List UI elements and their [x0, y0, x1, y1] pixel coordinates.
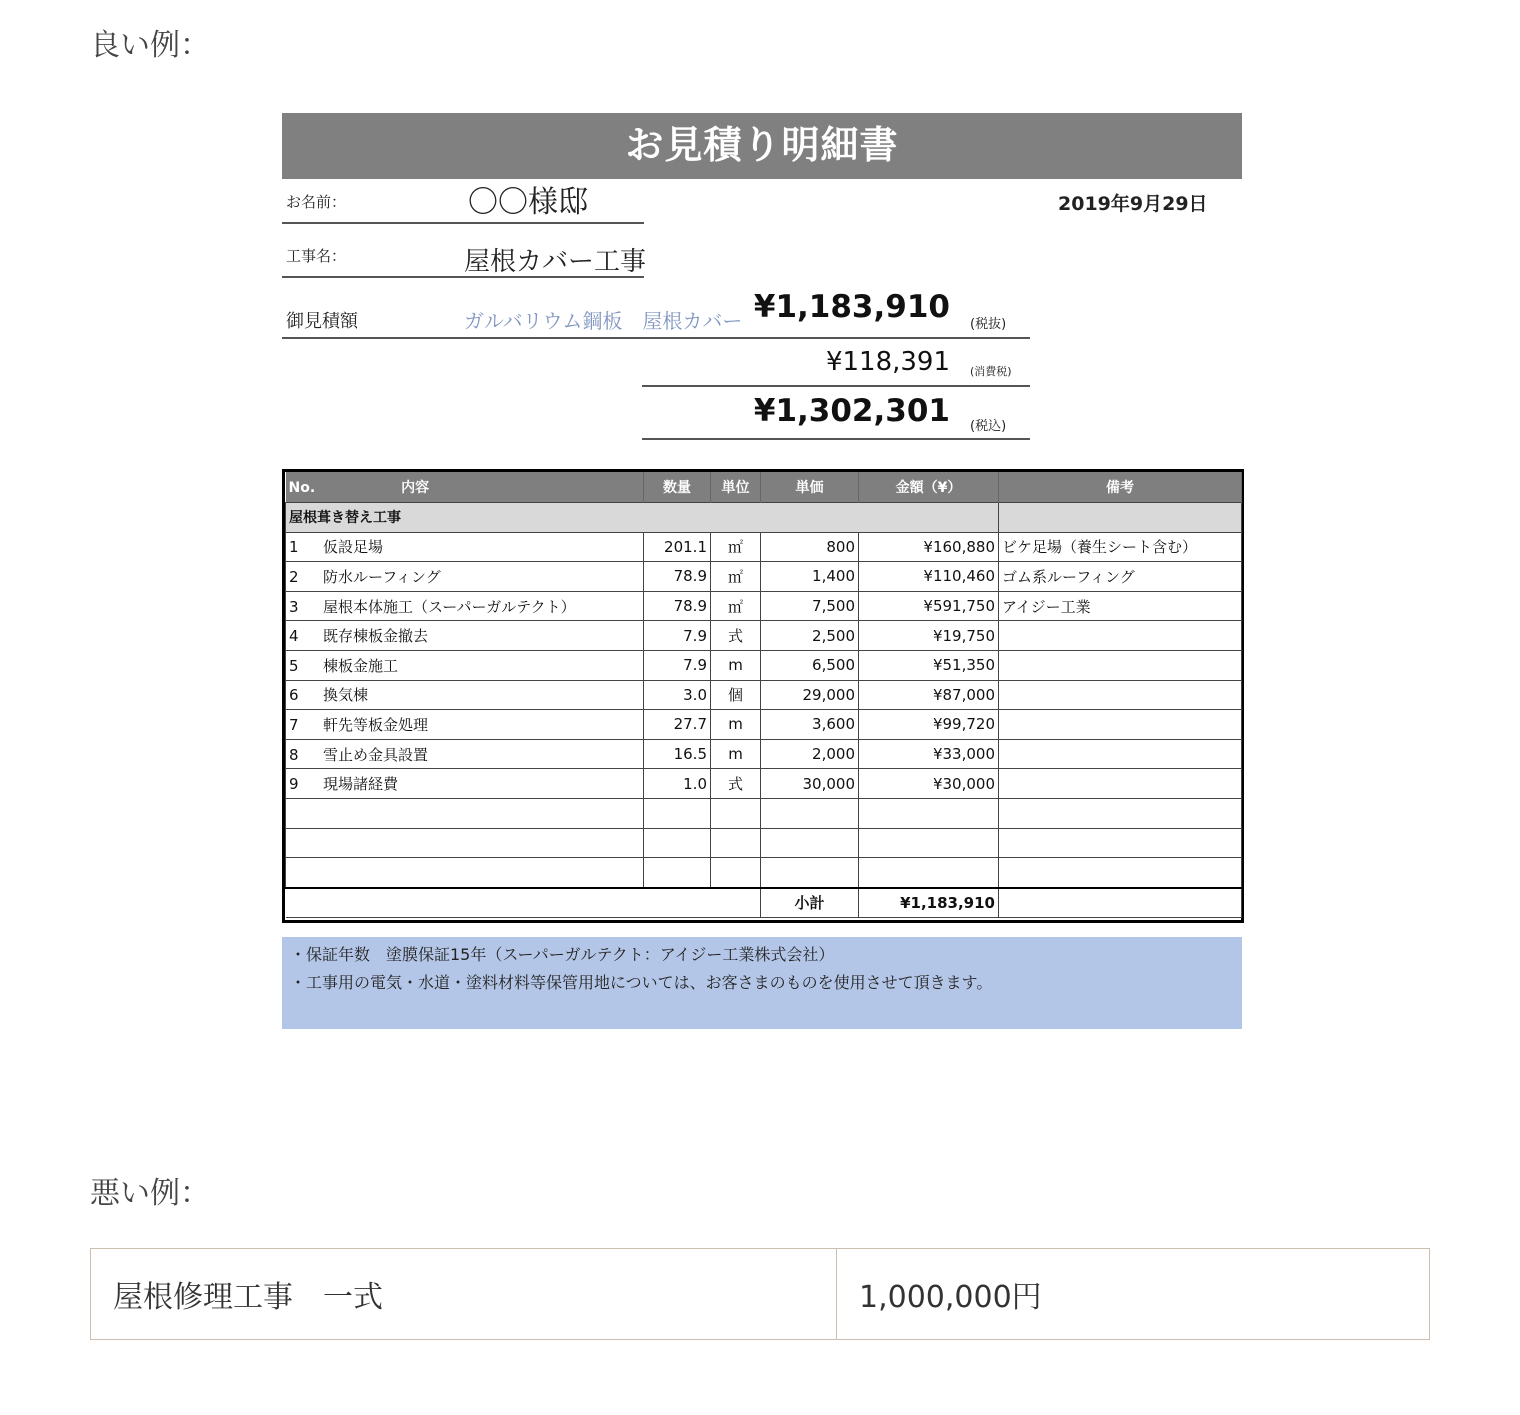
amount-incl-tax: ¥1,302,301 — [753, 393, 950, 429]
qty-cell: 201.1 — [644, 532, 711, 562]
divider — [282, 276, 644, 278]
qty-cell: 78.9 — [644, 562, 711, 592]
amount-cell: ¥51,350 — [859, 650, 999, 680]
column-header: 備考 — [999, 472, 1242, 503]
price-cell: 3,600 — [761, 710, 859, 740]
item-name: 防水ルーフィング — [323, 567, 441, 586]
amount-cell: ¥160,880 — [859, 532, 999, 562]
item-cell — [286, 739, 644, 769]
price-cell: 29,000 — [761, 680, 859, 710]
divider — [642, 385, 1030, 387]
unit-cell: m — [711, 650, 761, 680]
price-cell: 7,500 — [761, 591, 859, 621]
remarks-cell: ゴム系ルーフィング — [999, 562, 1242, 592]
column-header: 単位 — [711, 472, 761, 503]
estimate-table-frame — [282, 469, 1244, 923]
item-number: 7 — [289, 715, 299, 734]
table-cell — [286, 858, 644, 888]
note-line: ・工事用の電気・水道・塗料材料等保管用地については、お客さまのものを使用させて頂きます。 — [290, 973, 993, 992]
remarks-cell — [999, 621, 1242, 651]
table-cell — [761, 858, 859, 888]
section-row — [286, 503, 1242, 533]
remarks-cell — [999, 710, 1242, 740]
good-example-heading: 良い例： — [90, 28, 210, 63]
remarks-cell: アイジー工業 — [999, 591, 1242, 621]
table-row — [286, 680, 1242, 710]
table-cell — [711, 828, 761, 858]
item-number: 8 — [289, 745, 299, 764]
estimate-description: ガルバリウム鋼板 屋根カバー — [464, 309, 743, 333]
item-cell — [286, 769, 644, 799]
table-cell — [286, 798, 644, 828]
amount-cell: ¥19,750 — [859, 621, 999, 651]
tax-amount: ¥118,391 — [825, 347, 950, 377]
notes-box — [282, 937, 1242, 1029]
item-name: 現場諸経費 — [323, 775, 399, 794]
unit-cell: ㎡ — [711, 562, 761, 592]
item-name: 屋根本体施工（スーパーガルテクト） — [323, 597, 576, 616]
table-cell — [761, 828, 859, 858]
qty-cell: 7.9 — [644, 650, 711, 680]
price-cell: 800 — [761, 532, 859, 562]
bad-example-item: 屋根修理工事 一式 — [91, 1249, 837, 1339]
divider — [282, 222, 644, 224]
column-header: 数量 — [644, 472, 711, 503]
item-number: 1 — [289, 538, 299, 557]
empty-row — [286, 828, 1242, 858]
table-cell — [999, 858, 1242, 888]
bad-example-amount: 1,000,000円 — [859, 1280, 1042, 1315]
column-header: 単価 — [761, 472, 859, 503]
table-cell — [711, 858, 761, 888]
estimate-date: 2019年9月29日 — [1058, 193, 1208, 215]
name-label: お名前： — [286, 193, 347, 211]
qty-cell: 3.0 — [644, 680, 711, 710]
item-name: 軒先等板金処理 — [323, 715, 429, 734]
item-cell — [286, 621, 644, 651]
amount-label: 御見積額 — [286, 311, 358, 332]
table-cell — [859, 858, 999, 888]
subtotal-amount: ¥1,183,910 — [859, 888, 999, 918]
table-header-row — [286, 472, 1242, 503]
price-cell: 30,000 — [761, 769, 859, 799]
price-cell: 6,500 — [761, 650, 859, 680]
estimate-items-table — [285, 472, 1242, 918]
section-title: 屋根葺き替え工事 — [286, 503, 999, 533]
item-name: 仮設足場 — [323, 538, 384, 557]
table-row — [286, 769, 1242, 799]
table-cell — [644, 828, 711, 858]
table-row — [286, 532, 1242, 562]
unit-cell: 個 — [711, 680, 761, 710]
subtotal-row — [286, 888, 1242, 918]
note-line: ・保証年数 塗膜保証15年（スーパーガルテクト：アイジー工業株式会社） — [290, 945, 835, 964]
column-header-content: 内容 — [401, 480, 430, 496]
item-name: 雪止め金具設置 — [323, 745, 429, 764]
table-row — [286, 710, 1242, 740]
price-cell: 2,000 — [761, 739, 859, 769]
work-name: 屋根カバー工事 — [464, 247, 647, 277]
qty-cell: 1.0 — [644, 769, 711, 799]
amount-cell: ¥591,750 — [859, 591, 999, 621]
unit-cell: ㎡ — [711, 532, 761, 562]
unit-cell: m — [711, 710, 761, 740]
table-cell — [859, 798, 999, 828]
item-number: 6 — [289, 686, 299, 705]
table-cell — [999, 798, 1242, 828]
amount-cell: ¥110,460 — [859, 562, 999, 592]
amount-cell: ¥99,720 — [859, 710, 999, 740]
subtotal-label: 小計 — [761, 888, 859, 918]
remarks-cell: ビケ足場（養生シート含む） — [999, 532, 1242, 562]
item-number: 5 — [289, 656, 299, 675]
remarks-cell — [999, 650, 1242, 680]
column-header: 金額（¥） — [859, 472, 999, 503]
qty-cell: 16.5 — [644, 739, 711, 769]
estimate-title: お見積り明細書 — [282, 113, 1242, 179]
remarks-cell — [999, 739, 1242, 769]
table-cell — [999, 888, 1242, 918]
qty-cell: 78.9 — [644, 591, 711, 621]
amount-cell: ¥87,000 — [859, 680, 999, 710]
unit-cell: 式 — [711, 769, 761, 799]
table-row — [286, 739, 1242, 769]
table-row — [286, 562, 1242, 592]
item-name: 既存棟板金撤去 — [323, 627, 429, 646]
table-cell — [286, 888, 761, 918]
unit-cell: m — [711, 739, 761, 769]
bad-example-table — [90, 1248, 1430, 1340]
column-header-no: No. — [288, 480, 316, 496]
item-name: 換気棟 — [323, 686, 369, 705]
remarks-cell — [999, 680, 1242, 710]
estimate-document — [282, 113, 1244, 1029]
item-cell — [286, 532, 644, 562]
item-number: 3 — [289, 597, 299, 616]
amount-excl-note: (税抜) — [970, 317, 1007, 332]
unit-cell: 式 — [711, 621, 761, 651]
table-cell — [761, 798, 859, 828]
table-cell — [999, 828, 1242, 858]
empty-row — [286, 858, 1242, 888]
item-name: 棟板金施工 — [323, 656, 399, 675]
table-cell — [644, 798, 711, 828]
price-cell: 1,400 — [761, 562, 859, 592]
item-number: 9 — [289, 775, 299, 794]
table-cell — [859, 828, 999, 858]
item-cell — [286, 650, 644, 680]
amount-cell: ¥33,000 — [859, 739, 999, 769]
item-cell — [286, 710, 644, 740]
divider — [642, 438, 1030, 440]
unit-cell: ㎡ — [711, 591, 761, 621]
qty-cell: 27.7 — [644, 710, 711, 740]
table-row — [286, 650, 1242, 680]
work-label: 工事名： — [286, 247, 347, 265]
table-cell — [999, 503, 1242, 533]
table-cell — [644, 858, 711, 888]
item-cell — [286, 562, 644, 592]
tax-note: (消費税) — [970, 365, 1012, 378]
empty-row — [286, 798, 1242, 828]
qty-cell: 7.9 — [644, 621, 711, 651]
customer-name: 〇〇様邸 — [468, 185, 588, 220]
item-cell — [286, 680, 644, 710]
amount-incl-note: (税込) — [970, 419, 1007, 434]
table-row — [286, 591, 1242, 621]
price-cell: 2,500 — [761, 621, 859, 651]
divider — [282, 337, 1030, 339]
item-number: 4 — [289, 627, 299, 646]
table-row — [286, 621, 1242, 651]
column-header — [286, 472, 644, 503]
table-cell — [711, 798, 761, 828]
amount-cell: ¥30,000 — [859, 769, 999, 799]
item-cell — [286, 591, 644, 621]
item-number: 2 — [289, 567, 299, 586]
bad-example-heading: 悪い例： — [90, 1176, 210, 1211]
remarks-cell — [999, 769, 1242, 799]
amount-excl-tax: ¥1,183,910 — [753, 289, 950, 325]
table-cell — [286, 828, 644, 858]
